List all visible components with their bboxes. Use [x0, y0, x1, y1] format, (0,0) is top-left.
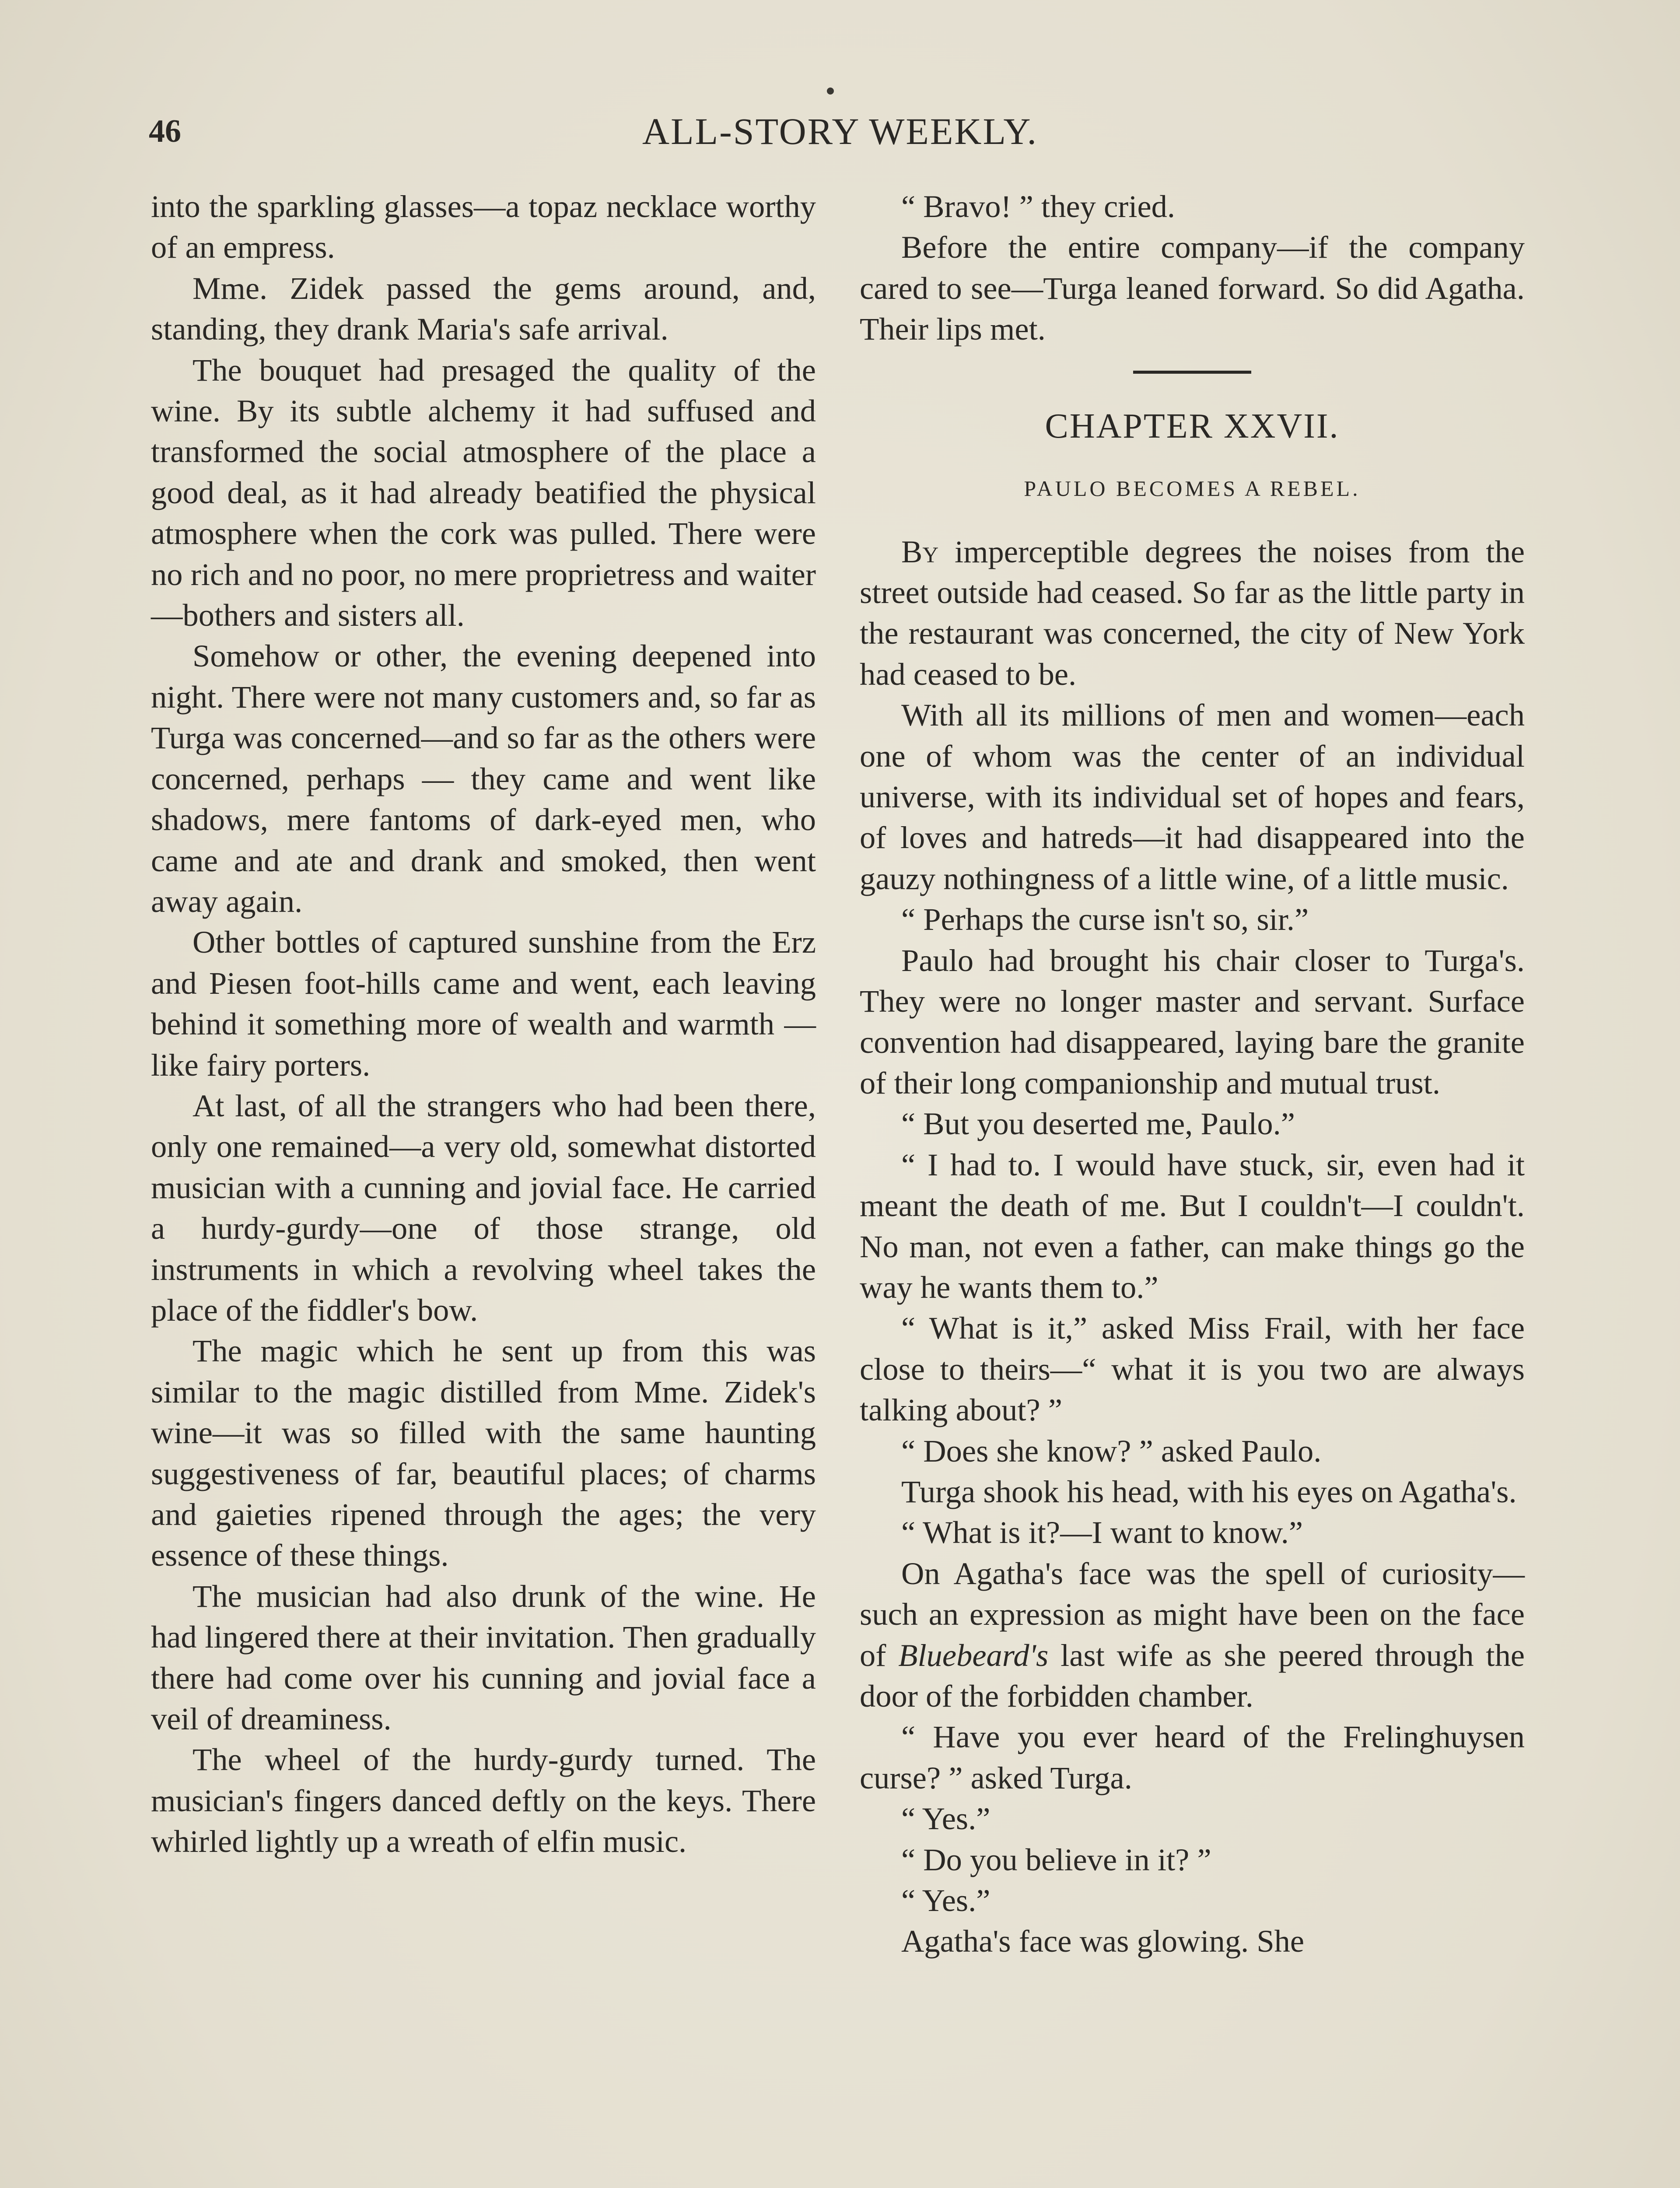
paragraph: Before the entire company—if the company cared to see—Turga leaned forward. So did Agatha. Their lips met.: [860, 229, 1525, 347]
chapter-subtitle: PAULO BECOMES A REBEL.: [1024, 476, 1361, 501]
italic-title: Bluebeard's: [898, 1637, 1049, 1673]
paragraph: Somehow or other, the evening deepened into night. There were not many customers and, so far as Turga was concerned—and so far as the others were concerned, perhaps — they came and went like shadows, mere fantoms of dark-eyed men, who came and ate and drank and smoked, then went away again.: [151, 638, 816, 919]
paragraph: “ Yes.”: [901, 1883, 990, 1918]
chapter-opening-paragraph: [860, 531, 1525, 695]
section-divider: [1133, 371, 1251, 374]
paragraph-text: On Agatha's face was the spell of curiosity—such an expression as might have been on the face of: [860, 1555, 1525, 1673]
running-head: [149, 107, 1531, 155]
opening-text: imperceptible degrees the noises from the street outside had ceased. So far as the little party in the restaurant was concerned, the city of New York had ceased to be.: [860, 533, 1525, 692]
paragraph: Mme. Zidek passed the gems around, and, standing, they drank Maria's safe arrival.: [151, 270, 816, 347]
left-column: [151, 186, 816, 1862]
paragraph: “ Yes.”: [901, 1801, 990, 1837]
paragraph: Paulo had brought his chair closer to Turga's. They were no longer master and servant. Surface convention had disappeared, laying bare the granite of their long companionship and mutual trust.: [860, 942, 1525, 1101]
paragraph: At last, of all the strangers who had been there, only one remained—a very old, somewhat distorted musician with a cunning and jovial face. He carried a hurdy-gurdy—one of those strange, old instruments in which a revolving wheel takes the place of the fiddler's bow.: [151, 1087, 816, 1328]
paragraph: “ Perhaps the curse isn't so, sir.”: [901, 901, 1309, 937]
paragraph: With all its millions of men and women—each one of whom was the center of an individual universe, with its individual set of hopes and fears, of loves and hatreds—it had disappeared into the gauzy nothingness of a little wine, of a little music.: [860, 697, 1525, 896]
paragraph: “ Do you believe in it? ”: [901, 1841, 1211, 1877]
paragraph: “ Have you ever heard of the Frelinghuysen curse? ” asked Turga.: [860, 1719, 1525, 1795]
paragraph: into the sparkling glasses—a topaz necklace worthy of an empress.: [151, 189, 816, 265]
ink-speck: [827, 88, 834, 95]
paragraph: “ Bravo! ” they cried.: [901, 189, 1176, 224]
right-column: [860, 186, 1525, 1962]
paragraph: “ I had to. I would have stuck, sir, even had it meant the death of me. But I couldn't—I couldn't. No man, not even a father, can make things go the way he wants them to.”: [860, 1147, 1525, 1305]
paragraph: “ Does she know? ” asked Paulo.: [901, 1433, 1322, 1469]
chapter-title: CHAPTER XXVII.: [1045, 407, 1340, 445]
paragraph: Other bottles of captured sunshine from the Erz and Piesen foot-hills came and went, each leaving behind it something more of wealth and warmth —like fairy porters.: [151, 924, 816, 1083]
paragraph: The wheel of the hurdy-gurdy turned. The musician's fingers danced deftly on the keys. There whirled lightly up a wreath of elfin music.: [151, 1742, 816, 1859]
publication-title: ALL-STORY WEEKLY.: [642, 110, 1038, 152]
paragraph: “ But you deserted me, Paulo.”: [901, 1106, 1295, 1142]
opening-word: By: [901, 533, 939, 569]
paragraph-text: last wife as she peered through the door of the forbidden chamber.: [860, 1637, 1525, 1714]
paragraph: Agatha's face was glowing. She: [901, 1923, 1305, 1959]
paragraph: [860, 1553, 1525, 1717]
page-number: 46: [149, 113, 181, 149]
paragraph: Turga shook his head, with his eyes on Agatha's.: [901, 1473, 1517, 1509]
paragraph: “ What is it?—I want to know.”: [901, 1515, 1303, 1550]
paragraph: “ What is it,” asked Miss Frail, with her face close to theirs—“ what it is you two are always talking about? ”: [860, 1310, 1525, 1428]
paragraph: The bouquet had presaged the quality of the wine. By its subtle alchemy it had suffused and transformed the social atmosphere of the place a good deal, as it had already beatified the physical atmosphere when the cork was pulled. There were no rich and no poor, no mere proprietress and waiter —bothers and sisters all.: [151, 352, 816, 633]
paragraph: The musician had also drunk of the wine. He had lingered there at their invitation. Then gradually there had come over his cunning and jovial face a veil of dreaminess.: [151, 1578, 816, 1737]
paragraph: The magic which he sent up from this was similar to the magic distilled from Mme. Zidek's wine—it was so filled with the same haunting suggestiveness of far, beautiful places; of charms and gaieties ripened through the ages; the very essence of these things.: [151, 1333, 816, 1573]
